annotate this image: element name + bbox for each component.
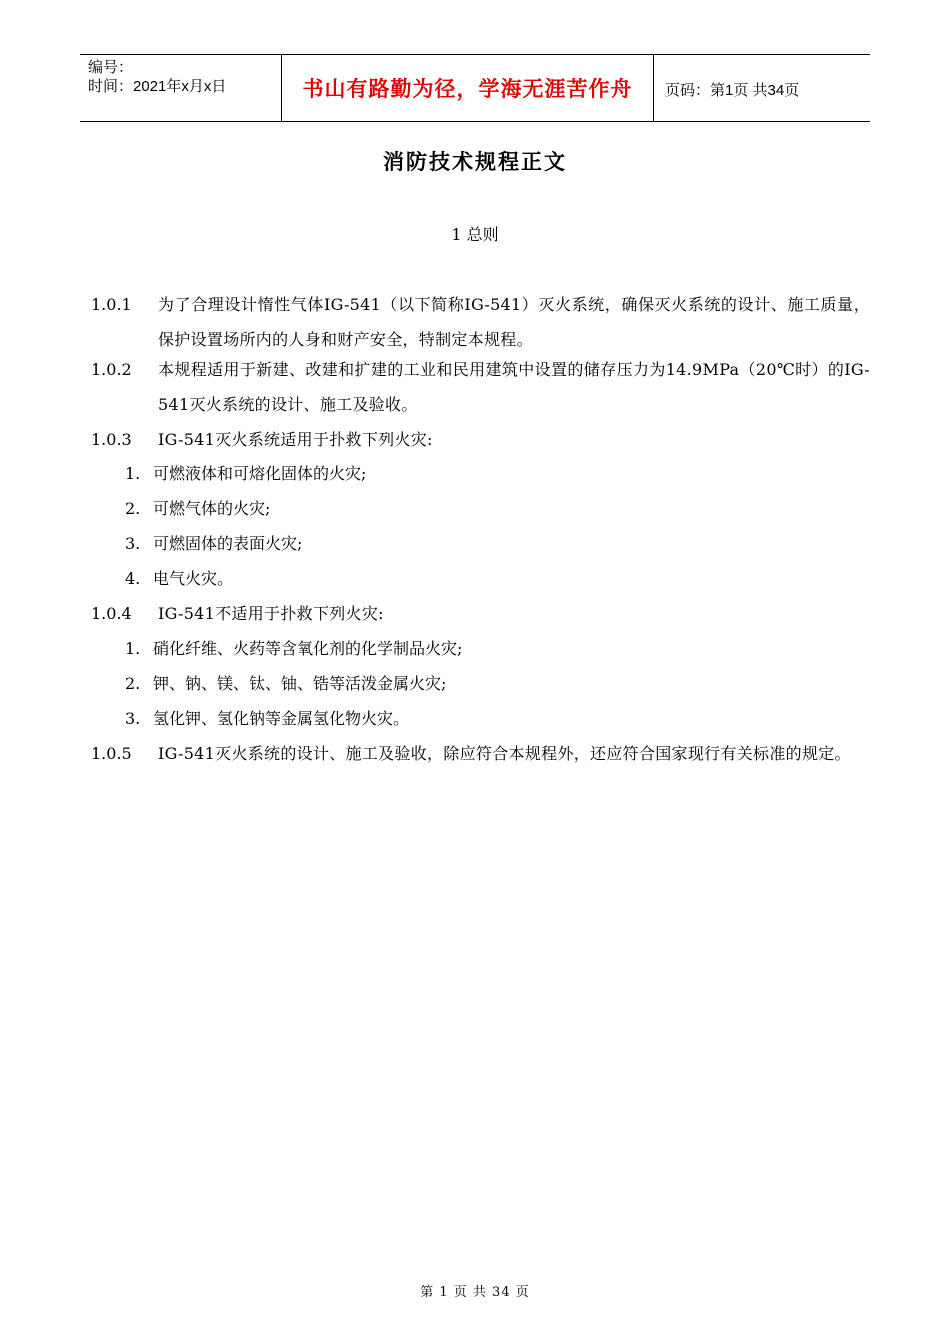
list-item-text: 可燃气体的火灾; bbox=[153, 499, 271, 518]
header-motto: 书山有路勤为径，学海无涯苦作舟 bbox=[281, 55, 654, 121]
list-item-text: 电气火灾。 bbox=[153, 569, 234, 588]
list-item-text: 氢化钾、氢化钠等金属氢化物火灾。 bbox=[153, 709, 410, 728]
list-item bbox=[125, 526, 302, 561]
list-item bbox=[125, 456, 366, 491]
header-meta bbox=[88, 58, 280, 96]
clause-number: 1.0.1 bbox=[91, 295, 132, 314]
clause-number: 1.0.2 bbox=[91, 360, 132, 379]
list-item-number: 3. bbox=[125, 534, 141, 553]
list-item bbox=[125, 631, 462, 666]
document-time-label: 时间：2021年x月x日 bbox=[88, 78, 227, 95]
clause-text: 为了合理设计惰性气体IG-541（以下简称IG-541）灭火系统，确保灭火系统的设计、施工质量，保护设置场所内的人身和财产安全，特制定本规程。 bbox=[158, 295, 870, 349]
clause-text: IG-541灭火系统的设计、施工及验收，除应符合本规程外，还应符合国家现行有关标准的规定。 bbox=[158, 744, 851, 763]
list-item-number: 2. bbox=[125, 674, 141, 693]
clause-text: IG-541不适用于扑救下列火灾: bbox=[158, 604, 384, 623]
list-item-text: 可燃固体的表面火灾; bbox=[153, 534, 303, 553]
list-item-text: 硝化纤维、火药等含氧化剂的化学制品火灾; bbox=[153, 639, 463, 658]
list-item-text: 钾、钠、镁、钛、铀、锆等活泼金属火灾; bbox=[153, 674, 447, 693]
list-item-text: 可燃液体和可熔化固体的火灾; bbox=[153, 464, 367, 483]
list-item-number: 1. bbox=[125, 639, 141, 658]
page-footer: 第 1 页 共 34 页 bbox=[420, 1285, 530, 1300]
header-page-info: 页码：第1页 共34页 bbox=[665, 82, 800, 99]
clause-number: 1.0.4 bbox=[91, 604, 132, 623]
page-header bbox=[80, 54, 870, 122]
section-heading: 1 总则 bbox=[451, 225, 499, 244]
clause-number: 1.0.5 bbox=[91, 744, 132, 763]
list-item bbox=[125, 491, 270, 526]
document-number-label: 编号： bbox=[88, 59, 134, 76]
list-item bbox=[125, 666, 446, 701]
list-item bbox=[125, 561, 233, 596]
document-title: 消防技术规程正文 bbox=[383, 149, 567, 174]
clause-text: IG-541灭火系统适用于扑救下列火灾: bbox=[158, 430, 433, 449]
list-item-number: 3. bbox=[125, 709, 141, 728]
clause-number: 1.0.3 bbox=[91, 430, 132, 449]
list-item-number: 4. bbox=[125, 569, 141, 588]
clause-text: 本规程适用于新建、改建和扩建的工业和民用建筑中设置的储存压力为14.9MPa（20℃时）的IG-541灭火系统的设计、施工及验收。 bbox=[158, 360, 870, 414]
list-item bbox=[125, 701, 409, 736]
list-item-number: 2. bbox=[125, 499, 141, 518]
list-item-number: 1. bbox=[125, 464, 141, 483]
